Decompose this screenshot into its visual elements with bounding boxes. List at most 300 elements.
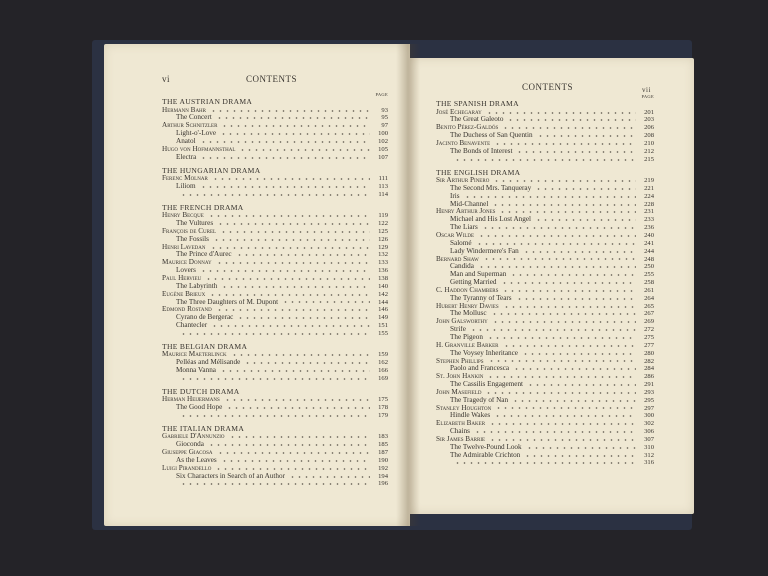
entry-title: Ferenc Molnar	[162, 175, 208, 183]
toc-play-entry	[436, 412, 654, 420]
page-number: 179	[378, 411, 388, 419]
left-folio: vi	[162, 74, 171, 84]
page-number: 119	[378, 212, 388, 220]
toc-play-entry	[162, 267, 388, 275]
page-number: 316	[644, 459, 654, 467]
entry-title: Lady Windermere's Fan	[450, 247, 519, 255]
left-running-head: CONTENTS	[246, 74, 297, 84]
page-number: 277	[644, 341, 654, 349]
entry-title: The Mollusc	[450, 310, 487, 318]
page-number: 310	[644, 443, 654, 451]
toc-play-entry	[162, 367, 388, 375]
entry-title: Liliom	[176, 182, 196, 190]
toc-play-entry	[162, 283, 388, 291]
page-number: 146	[378, 306, 388, 314]
page-number: 280	[644, 349, 654, 357]
dot-leader	[236, 254, 370, 256]
page-number: 138	[378, 274, 388, 282]
dot-leader	[454, 462, 636, 464]
toc-author-entry	[162, 275, 388, 283]
toc-play-entry	[162, 441, 388, 449]
toc-play-entry	[162, 138, 388, 146]
page-number: 215	[644, 155, 654, 163]
page-number: 194	[378, 472, 388, 480]
dot-leader	[226, 407, 370, 409]
page-number: 269	[644, 318, 654, 326]
toc-author-entry	[162, 306, 388, 314]
dot-leader	[535, 188, 636, 190]
dot-leader	[512, 400, 636, 402]
dot-leader	[535, 219, 636, 221]
toc-play-entry	[436, 279, 654, 287]
dot-leader	[510, 274, 636, 276]
toc-play-entry	[436, 224, 654, 232]
page-number: 122	[378, 220, 388, 228]
dot-leader	[495, 407, 636, 409]
page-number: 183	[378, 433, 388, 441]
page-number: 133	[378, 259, 388, 267]
dot-leader	[180, 483, 370, 485]
toc-play-entry	[436, 216, 654, 224]
entry-title: The Fossils	[176, 235, 209, 243]
entry-title: Stanley Houghton	[436, 404, 492, 412]
toc-author-entry	[436, 358, 654, 366]
page-number: 264	[644, 294, 654, 302]
page-number: 185	[378, 441, 388, 449]
toc-play-entry	[436, 132, 654, 140]
page-number: 196	[378, 480, 388, 488]
dot-leader	[215, 468, 370, 470]
toc-author-entry	[436, 342, 654, 350]
page-number: 284	[644, 365, 654, 373]
dot-leader	[212, 178, 370, 180]
dot-leader	[492, 204, 636, 206]
entry-title: Candida	[450, 263, 474, 271]
toc-author-entry	[162, 351, 388, 359]
right-contents-list	[436, 94, 654, 472]
entry-title: The Bonds of Interest	[450, 147, 513, 155]
page-number: 107	[378, 153, 388, 161]
toc-play-entry	[436, 334, 654, 342]
entry-title: The Vultures	[176, 220, 214, 228]
toc-play-entry	[436, 452, 654, 460]
toc-section	[162, 167, 388, 199]
dot-leader	[200, 270, 370, 272]
page-number: 201	[644, 108, 654, 116]
entry-title: The Liars	[450, 224, 478, 232]
entry-title: Hugo von Hofmannsthal	[162, 145, 236, 153]
toc-play-entry	[162, 299, 388, 307]
page-number: 231	[644, 208, 654, 216]
page-number: 241	[644, 239, 654, 247]
right-running-head: CONTENTS	[522, 82, 573, 92]
toc-author-entry	[436, 256, 654, 264]
entry-title: Jacinto Benavente	[436, 139, 491, 147]
left-contents-list	[162, 92, 388, 493]
dot-leader	[208, 215, 370, 217]
dot-leader	[217, 452, 370, 454]
page-number: 125	[378, 227, 388, 235]
dot-leader	[483, 258, 636, 260]
dot-leader	[220, 231, 370, 233]
page-number: 297	[644, 404, 654, 412]
entry-title: The Concert	[176, 114, 212, 122]
dot-leader	[217, 223, 370, 225]
page-number: 159	[378, 351, 388, 359]
dot-leader	[502, 127, 636, 129]
entry-title: François de Curel	[162, 227, 217, 235]
page-number: 203	[644, 116, 654, 124]
dot-leader	[200, 157, 370, 159]
entry-title: Gabriele D'Annunzio	[162, 433, 225, 441]
page-number: 105	[378, 145, 388, 153]
dot-leader	[180, 378, 370, 380]
toc-section	[162, 425, 388, 489]
toc-play-entry	[436, 248, 654, 256]
page-number: 272	[644, 326, 654, 334]
page-number: 236	[644, 224, 654, 232]
entry-title: Hermann Bahr	[162, 106, 207, 114]
right-page	[410, 58, 694, 514]
dot-leader	[216, 117, 370, 119]
toc-author-entry	[162, 449, 388, 457]
toc-play-entry	[436, 185, 654, 193]
page-number: 206	[644, 124, 654, 132]
dot-leader	[180, 333, 370, 335]
toc-author-entry	[436, 303, 654, 311]
dot-leader	[200, 186, 370, 188]
page-number: 261	[644, 286, 654, 294]
entry-title: The Duchess of San Quentin	[450, 132, 533, 140]
page-number: 166	[378, 367, 388, 374]
dot-leader	[210, 247, 370, 249]
dot-leader	[537, 135, 636, 137]
entry-title: St. John Hankin	[436, 373, 484, 381]
section-title: THE DUTCH DRAMA	[162, 386, 240, 396]
toc-author-entry	[436, 140, 654, 148]
dot-leader	[216, 262, 370, 264]
toc-play-entry	[436, 295, 654, 303]
page-number: 286	[644, 373, 654, 381]
entry-title: Gioconda	[176, 441, 204, 449]
dot-leader	[454, 159, 636, 161]
dot-leader	[289, 476, 370, 478]
toc-author-entry	[436, 208, 654, 216]
dot-leader	[478, 235, 636, 237]
entry-title: The Voysey Inheritance	[450, 349, 518, 357]
dot-leader	[526, 447, 636, 449]
toc-play-entry	[436, 156, 654, 164]
dot-leader	[493, 180, 636, 182]
entry-title: Elizabeth Baker	[436, 420, 486, 428]
entry-title: Sir Arthur Pinero	[436, 177, 490, 185]
dot-leader	[488, 360, 636, 362]
page-number: 212	[644, 147, 654, 155]
section-title: THE ITALIAN DRAMA	[162, 423, 245, 433]
page-number: 114	[378, 190, 388, 198]
entry-title: Michael and His Lost Angel	[450, 216, 532, 224]
entry-title: The Great Galeoto	[450, 116, 504, 124]
page-number: 187	[378, 449, 388, 457]
toc-section	[162, 343, 388, 383]
entry-title: Sir James Barrie	[436, 435, 486, 443]
page-number: 306	[644, 428, 654, 436]
dot-leader	[516, 298, 636, 300]
toc-author-entry	[436, 124, 654, 132]
entry-title: Man and Superman	[450, 271, 507, 279]
section-title: THE BELGIAN DRAMA	[162, 341, 248, 351]
dot-leader	[503, 345, 636, 347]
toc-author-entry	[162, 212, 388, 220]
entry-title: Bernard Shaw	[436, 255, 479, 263]
entry-title: Pelléas and Mélisande	[176, 359, 241, 367]
toc-play-entry	[436, 116, 654, 124]
entry-title: The Three Daughters of M. Dupont	[176, 298, 279, 306]
page-number: 291	[644, 381, 654, 389]
toc-play-entry	[436, 263, 654, 271]
entry-title: Salomé	[450, 239, 472, 247]
entry-title: Stephen Phillips	[436, 357, 484, 365]
section-title: THE ENGLISH DRAMA	[436, 167, 521, 177]
toc-section	[162, 98, 388, 162]
dot-leader	[503, 306, 636, 308]
toc-author-entry	[162, 146, 388, 154]
toc-play-entry	[162, 191, 388, 199]
toc-play-entry	[162, 154, 388, 162]
dot-leader	[237, 317, 370, 319]
dot-leader	[231, 354, 370, 356]
entry-title: The Second Mrs. Tanqueray	[450, 184, 532, 192]
entry-title: Paul Hervieu	[162, 274, 202, 282]
toc-play-entry	[436, 444, 654, 452]
page-number: 258	[644, 279, 654, 287]
dot-leader	[507, 119, 636, 121]
page-number: 219	[644, 177, 654, 185]
entry-title: Anatol	[176, 137, 196, 145]
dot-leader	[485, 392, 636, 394]
section-title: THE FRENCH DRAMA	[162, 202, 244, 212]
entry-title: Getting Married	[450, 279, 497, 287]
dot-leader	[499, 211, 636, 213]
entry-title: Chains	[450, 428, 470, 436]
page-number: 97	[381, 122, 388, 130]
entry-title: The Twelve-Pound Look	[450, 443, 522, 451]
toc-section	[436, 169, 654, 468]
entry-title: The Cassilis Engagement	[450, 381, 524, 389]
toc-author-entry	[162, 433, 388, 441]
toc-play-entry	[162, 236, 388, 244]
toc-play-entry	[162, 404, 388, 412]
entry-title: Hubert Henry Davies	[436, 302, 499, 310]
dot-leader	[474, 431, 636, 433]
toc-section	[162, 204, 388, 338]
page-number: 142	[378, 290, 388, 298]
section-title: THE AUSTRIAN DRAMA	[162, 97, 253, 106]
dot-leader	[244, 362, 370, 364]
toc-play-entry	[162, 220, 388, 228]
entry-title: Edmond Rostand	[162, 306, 212, 314]
entry-title: Paolo and Francesca	[450, 365, 510, 373]
page-number: 275	[644, 333, 654, 341]
entry-title: The Good Hope	[176, 404, 223, 412]
dot-leader	[492, 321, 636, 323]
page-number: 293	[644, 388, 654, 396]
page-number: 140	[378, 282, 388, 290]
toc-play-entry	[162, 114, 388, 122]
page-number: 267	[644, 310, 654, 318]
toc-play-entry	[162, 412, 388, 420]
page-number: 100	[378, 130, 388, 138]
toc-author-entry	[162, 291, 388, 299]
toc-play-entry	[162, 183, 388, 191]
page-number: 190	[378, 456, 388, 464]
page-number: 192	[378, 464, 388, 472]
page-number: 126	[378, 235, 388, 243]
dot-leader	[527, 384, 636, 386]
page-number: 175	[378, 396, 388, 404]
page-number: 210	[644, 139, 654, 147]
dot-leader	[523, 251, 636, 253]
entry-title: Arthur Schnitzler	[162, 122, 218, 130]
toc-play-entry	[436, 240, 654, 248]
entry-title: H. Granville Barker	[436, 341, 499, 349]
page-number: 307	[644, 435, 654, 443]
entry-title: Henry Arthur Jones	[436, 208, 496, 216]
page-column-label: PAGE	[375, 92, 388, 97]
dot-leader	[220, 370, 370, 372]
entry-title: As the Leaves	[176, 456, 217, 464]
entry-title: Henri Lavedan	[162, 243, 206, 251]
page-number: 151	[378, 322, 388, 330]
page-number: 208	[644, 132, 654, 140]
dot-leader	[208, 444, 370, 446]
page-number: 144	[378, 298, 388, 306]
toc-section	[436, 100, 654, 164]
entry-title: Herman Heijermans	[162, 396, 220, 404]
dot-leader	[464, 196, 636, 198]
entry-title: Lovers	[176, 267, 196, 275]
toc-play-entry	[436, 459, 654, 467]
toc-play-entry	[162, 330, 388, 338]
toc-play-entry	[162, 322, 388, 330]
entry-title: Chantecler	[176, 322, 208, 330]
dot-leader	[524, 455, 636, 457]
page-number: 228	[644, 200, 654, 208]
dot-leader	[200, 141, 370, 143]
toc-play-entry	[162, 130, 388, 138]
entry-title: Maurice Maeterlinck	[162, 351, 227, 359]
entry-title: John Galsworthy	[436, 318, 488, 326]
entry-title: Light-o'-Love	[176, 130, 217, 138]
dot-leader	[470, 329, 636, 331]
dot-leader	[224, 399, 370, 401]
entry-title: Mid-Channel	[450, 200, 489, 208]
page-number: 169	[378, 374, 388, 382]
page-number: 312	[644, 451, 654, 459]
section-title: THE HUNGARIAN DRAMA	[162, 165, 261, 175]
dot-leader	[487, 376, 636, 378]
entry-title: Electra	[176, 153, 197, 161]
toc-play-entry	[162, 480, 388, 488]
page-number: 132	[378, 251, 388, 259]
toc-author-entry	[162, 107, 388, 115]
entry-title: Six Characters in Search of an Author	[176, 472, 285, 480]
toc-author-entry	[162, 175, 388, 183]
entry-title: Benito Pérez-Galdós	[436, 124, 499, 132]
toc-author-entry	[436, 177, 654, 185]
left-page	[104, 44, 410, 526]
toc-play-entry	[162, 359, 388, 367]
toc-author-entry	[436, 420, 654, 428]
page-number: 244	[644, 247, 654, 255]
dot-leader	[229, 436, 370, 438]
toc-play-entry	[436, 381, 654, 389]
page-number: 93	[381, 106, 388, 114]
dot-leader	[220, 133, 370, 135]
toc-author-entry	[436, 436, 654, 444]
toc-play-entry	[436, 428, 654, 436]
entry-title: John Masefield	[436, 388, 482, 396]
dot-leader	[221, 125, 370, 127]
page-number: 255	[644, 271, 654, 279]
toc-author-entry	[436, 373, 654, 381]
toc-author-entry	[436, 318, 654, 326]
section-title: THE SPANISH DRAMA	[436, 99, 519, 108]
toc-author-entry	[162, 396, 388, 404]
entry-title: Maurice Donnay	[162, 259, 212, 267]
dot-leader	[502, 290, 636, 292]
right-folio: vii	[642, 86, 651, 94]
page-number: 113	[378, 182, 388, 190]
page-number: 265	[644, 302, 654, 310]
page-number: 136	[378, 267, 388, 275]
entry-title: Strife	[450, 326, 466, 334]
dot-leader	[239, 149, 370, 151]
entry-title: The Tyranny of Tears	[450, 294, 512, 302]
entry-title: Hindle Wakes	[450, 412, 491, 420]
entry-title: The Tragedy of Nan	[450, 396, 509, 404]
dot-leader	[494, 415, 636, 417]
dot-leader	[489, 439, 636, 441]
entry-title: The Labyrinth	[176, 282, 218, 290]
toc-play-entry	[436, 365, 654, 373]
toc-play-entry	[436, 193, 654, 201]
dot-leader	[482, 227, 636, 229]
page-number: 302	[644, 420, 654, 428]
dot-leader	[209, 294, 370, 296]
entry-title: Giuseppe Giacosa	[162, 449, 213, 457]
toc-author-entry	[436, 287, 654, 295]
entry-title: Eugène Brieux	[162, 290, 206, 298]
toc-play-entry	[162, 457, 388, 465]
toc-play-entry	[436, 397, 654, 405]
page-number: 233	[644, 216, 654, 224]
entry-title: Cyrano de Bergerac	[176, 314, 234, 322]
toc-play-entry	[162, 251, 388, 259]
page-number: 295	[644, 396, 654, 404]
toc-author-entry	[436, 232, 654, 240]
dot-leader	[282, 301, 370, 303]
dot-leader	[180, 194, 370, 196]
dot-leader	[501, 282, 636, 284]
dot-leader	[180, 415, 370, 417]
toc-author-entry	[162, 259, 388, 267]
toc-author-entry	[436, 109, 654, 117]
dot-leader	[522, 353, 636, 355]
toc-play-entry	[436, 201, 654, 209]
toc-play-entry	[436, 148, 654, 156]
page-number: 95	[381, 114, 388, 122]
